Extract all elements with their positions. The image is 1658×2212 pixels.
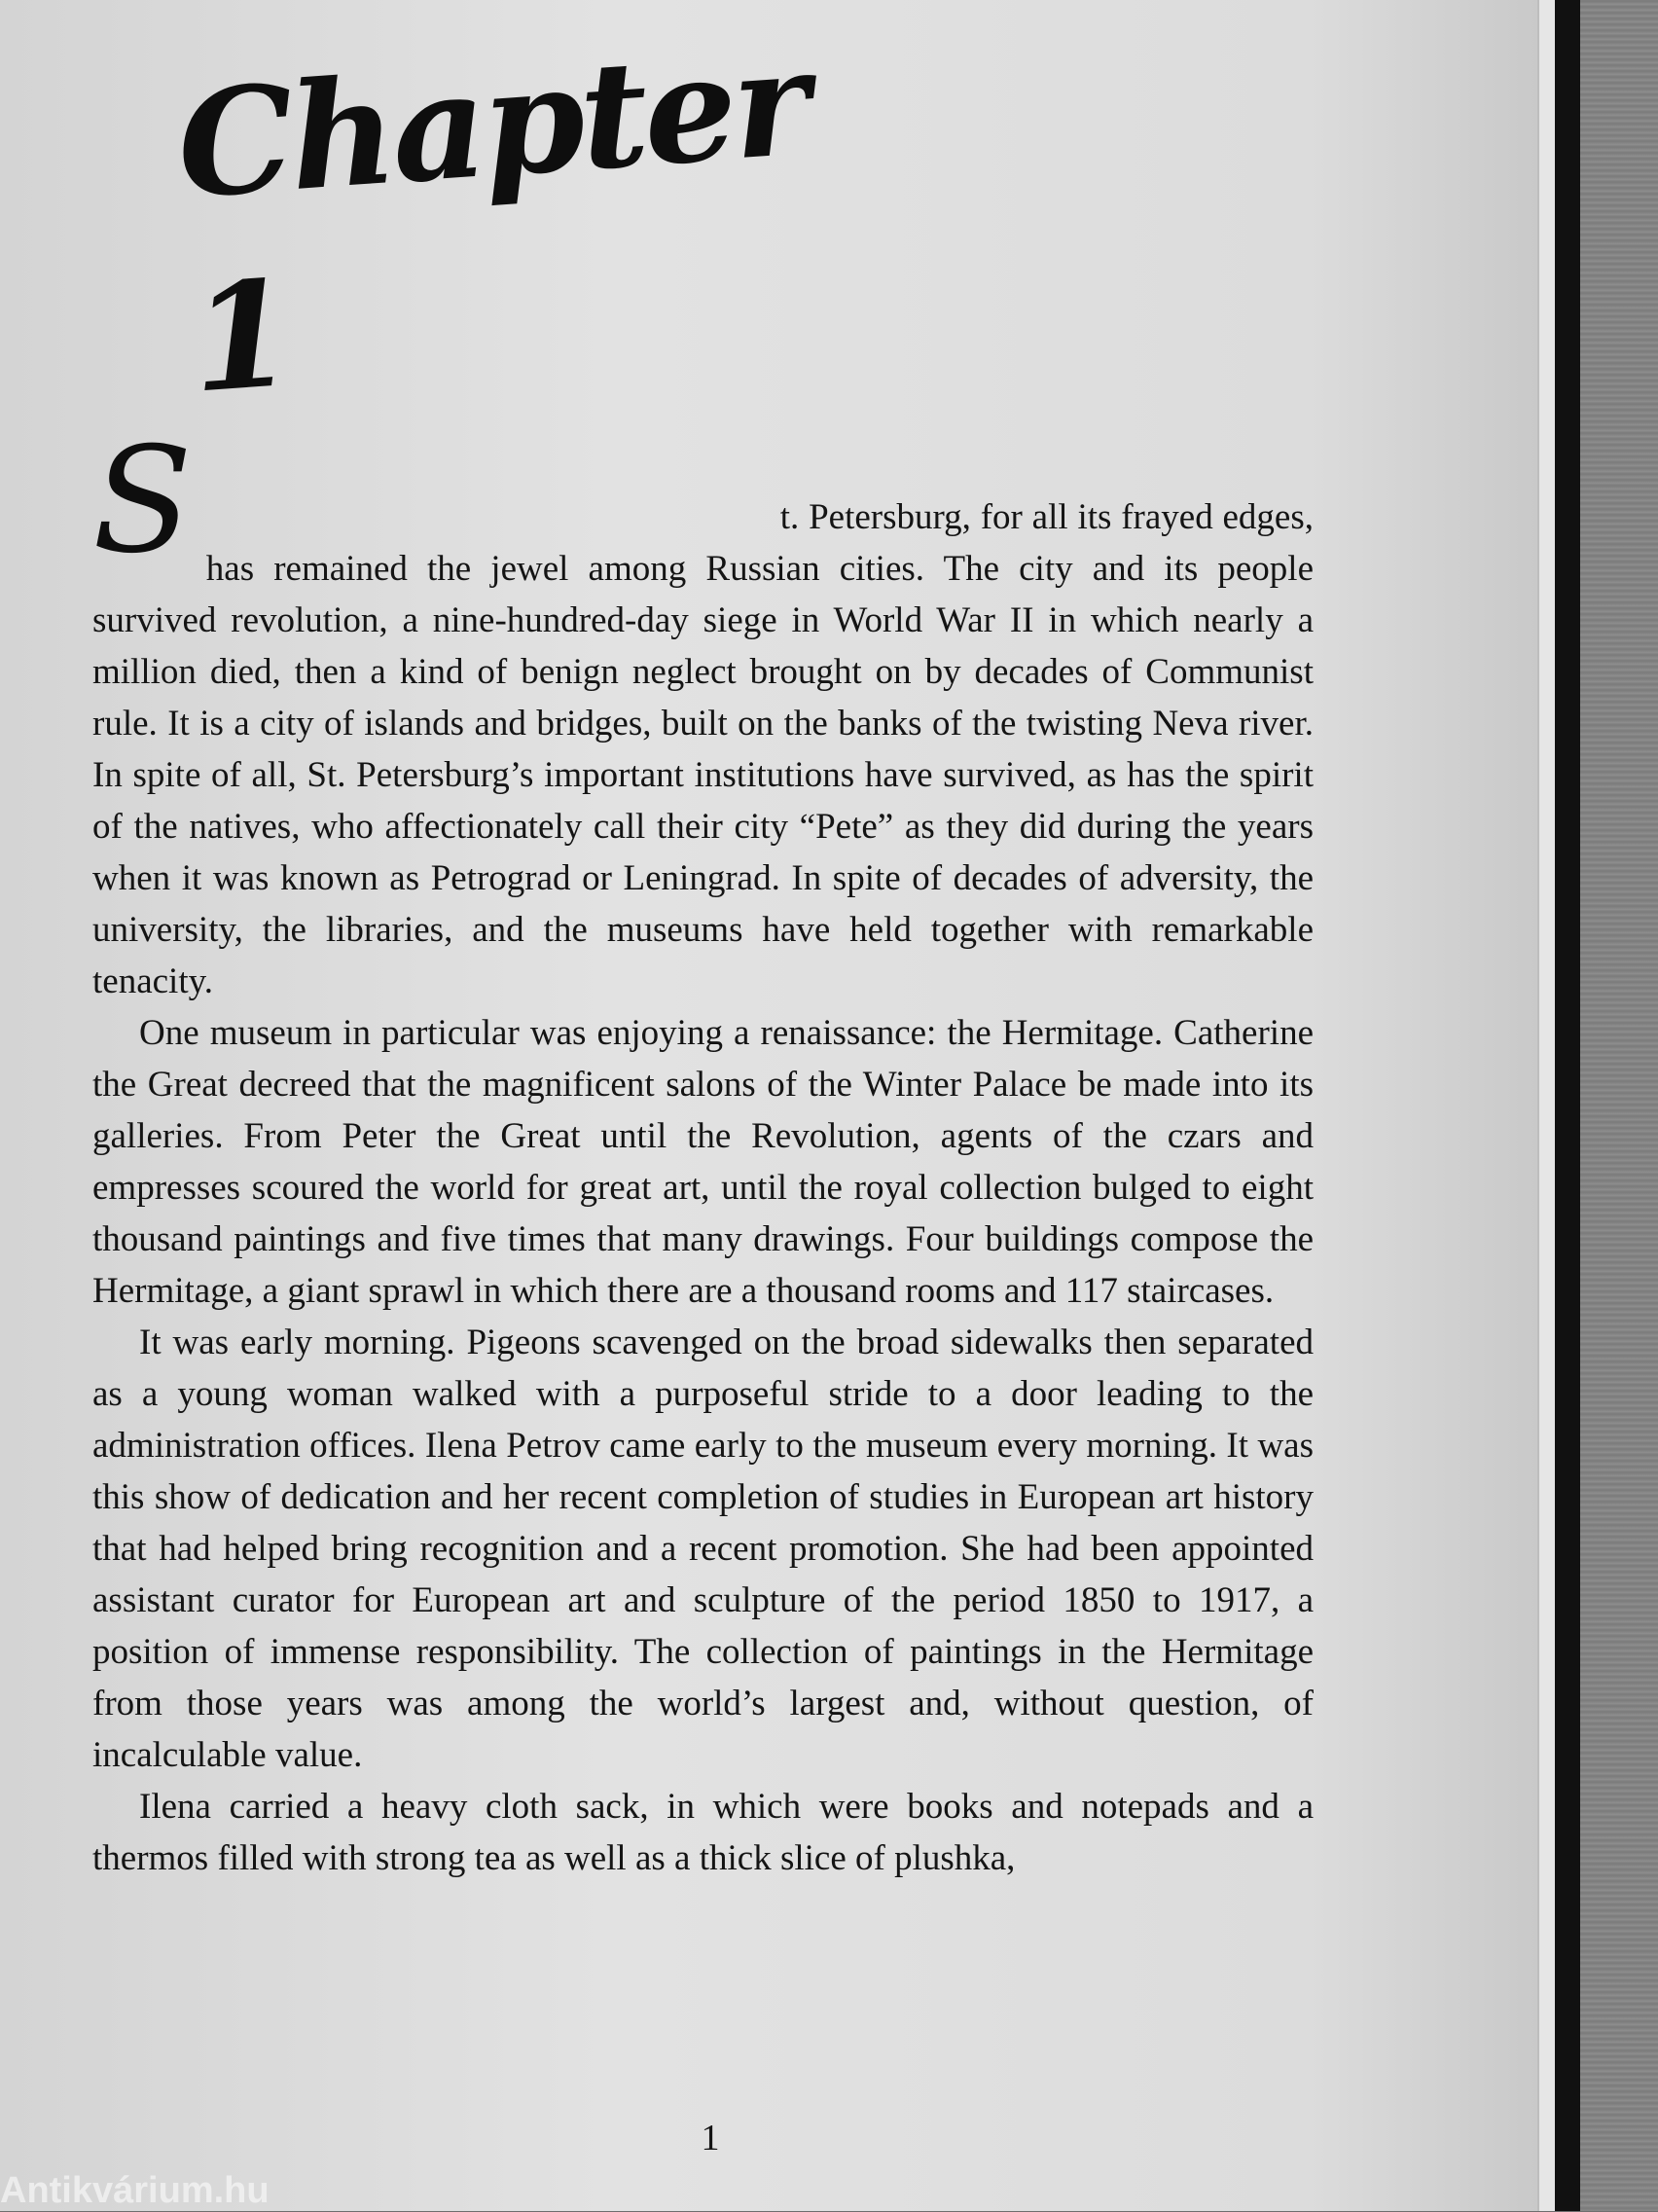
- body-text: [92, 417, 1314, 1884]
- chapter-heading: Chapter 1: [171, 17, 811, 426]
- background-surface: [1580, 0, 1658, 2211]
- paragraph-4: Ilena carried a heavy cloth sack, in which were books and notepads and a thermos filled with strong tea as well as a thick slice of plushka,: [92, 1787, 1314, 1878]
- paragraph-1: [92, 417, 1314, 1007]
- watermark: Antikvárium.hu: [0, 2170, 270, 2211]
- page-gutter: [1537, 0, 1557, 2211]
- page-number: 1: [701, 2118, 720, 2158]
- paragraph-1-text: t. Petersburg, for all its frayed edges, has remained the jewel among Russian cities. The city and its people survived revolution, a nine-hundred-day siege in World War II in which nearly a million died, then a kind of benign neglect brought on by decades of Communist rule. It is a city of islands and bridges, built on the banks of the twisting Neva river. In spite of all, St. Petersburg’s important institutions have survived, as has the spirit of the natives, who affectionately call their city “Pete” as they did during the years when it was known as Petrograd or Leningrad. In spite of decades of adversity, the university, the libraries, and the museums have held together with remarkable tenacity.: [92, 497, 1314, 1001]
- book-edge: [1555, 0, 1580, 2211]
- paragraph-3: It was early morning. Pigeons scavenged on the broad sidewalks then separated as a young woman walked with a purposeful stride to a door leading to the administration offices. Ilena Petrov came early to the museum every morning. It was this show of dedication and her recent completion of studies in European art history that had helped bring recognition and a recent promotion. She had been appointed assistant curator for European art and sculpture of the period 1850 to 1917, a position of immense responsibility. The collection of paintings in the Hermitage from those years was among the world’s largest and, without question, of incalculable value.: [92, 1323, 1314, 1775]
- paragraph-2: One museum in particular was enjoying a renaissance: the Hermitage. Catherine the Great decreed that the magnificent salons of the Winter Palace be made into its galleries. From Peter the Great until the Revolution, agents of the czars and empresses scoured the world for great art, until the royal collection bulged to eight thousand paintings and five times that many drawings. Four buildings compose the Hermitage, a giant sprawl in which there are a thousand rooms and 117 staircases.: [92, 1013, 1314, 1311]
- drop-cap: S: [92, 417, 193, 586]
